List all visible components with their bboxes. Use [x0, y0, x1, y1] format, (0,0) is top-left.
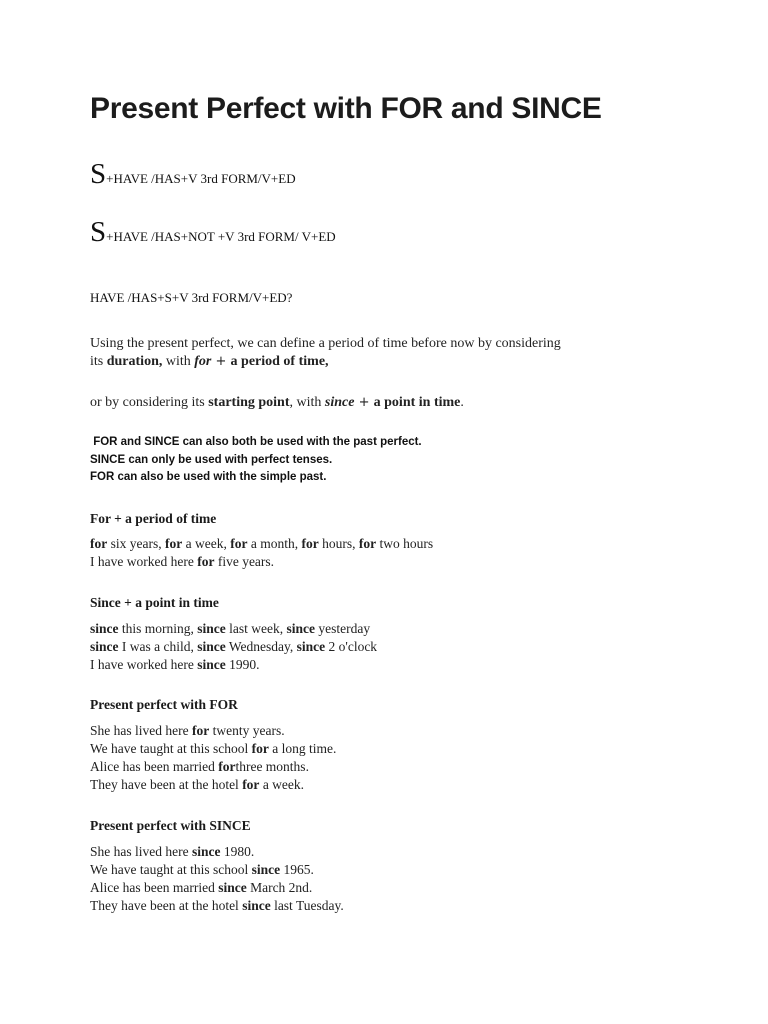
for-keyword: for	[90, 536, 108, 551]
sentence-text: five years.	[214, 554, 275, 569]
example-text: this morning,	[118, 621, 198, 636]
example-text: a month,	[247, 536, 302, 551]
formula-question: HAVE /HAS+S+V 3rd FORM/V+ED?	[90, 290, 293, 305]
sentence-text: I have worked here	[90, 554, 198, 569]
for-section-heading: For + a period of time	[90, 511, 217, 526]
starting-text: or by considering its	[90, 395, 209, 410]
note-line: FOR can also be used with the simple past.	[90, 471, 327, 483]
for-keyword: for	[191, 723, 210, 738]
sentence-text: Alice has been married	[90, 880, 219, 895]
for-keyword: for	[218, 759, 236, 774]
example-text: hours,	[318, 536, 359, 551]
intro-line-1: Using the present perfect, we can define a period of time before now by considering	[90, 336, 561, 351]
sentence-text: We have taught at this school	[90, 862, 252, 877]
sentence-text: a long time.	[268, 741, 337, 756]
formula-subject: S	[90, 216, 107, 248]
formula-positive	[90, 160, 296, 189]
pp-since-lines	[90, 843, 344, 915]
pp-since-sentence	[90, 879, 344, 897]
starting-point-term: starting point	[208, 395, 290, 410]
example-text: last week,	[225, 621, 287, 636]
formula-negative	[90, 218, 336, 247]
pp-since-sentence	[90, 861, 344, 879]
example-text: yesterday	[315, 621, 371, 636]
example-text: I was a child,	[118, 639, 198, 654]
sentence-text: March 2nd.	[246, 880, 313, 895]
plus-sign: +	[211, 354, 231, 369]
sentence-text: 1980.	[220, 844, 255, 859]
intro-paragraph	[90, 335, 561, 371]
sentence-text: Alice has been married	[90, 759, 219, 774]
for-keyword: for	[230, 536, 248, 551]
since-keyword: since	[90, 639, 119, 654]
sentence-text: twenty years.	[209, 723, 285, 738]
plus-sign: +	[354, 395, 374, 410]
period-term: a period of time,	[230, 354, 329, 369]
pp-since-heading: Present perfect with SINCE	[90, 818, 251, 833]
pp-since-sentence	[90, 843, 344, 861]
since-keyword: since	[286, 621, 315, 636]
for-sentence	[90, 553, 433, 571]
since-keyword: since	[296, 639, 326, 654]
intro-text: its	[90, 354, 107, 369]
formula-positive-rest: +HAVE /HAS+V 3rd FORM/V+ED	[106, 171, 296, 186]
pp-for-sentence	[90, 740, 336, 758]
example-text: Wednesday,	[225, 639, 297, 654]
sentence-text: They have been at the hotel	[90, 777, 243, 792]
since-keyword: since	[197, 639, 226, 654]
sentence-text: She has lived here	[90, 844, 192, 859]
since-section-heading: Since + a point in time	[90, 595, 219, 610]
sentence-text: 1990.	[225, 657, 260, 672]
for-keyword: for	[165, 536, 183, 551]
sentence-text: 1965.	[280, 862, 314, 877]
pp-for-heading: Present perfect with FOR	[90, 697, 238, 712]
sentence-text: They have been at the hotel	[90, 898, 243, 913]
note-line: SINCE can only be used with perfect tenses.	[90, 453, 333, 466]
sentence-text: We have taught at this school	[90, 741, 252, 756]
sentence-text: She has lived here	[90, 723, 192, 738]
sentence-text: three months.	[235, 759, 309, 774]
for-keyword: for	[301, 536, 319, 551]
notes-block	[90, 434, 422, 487]
formula-negative-rest: +HAVE /HAS+NOT +V 3rd FORM/ V+ED	[106, 229, 336, 244]
since-keyword: since	[90, 621, 119, 636]
pp-for-lines	[90, 722, 336, 794]
example-text: 2 o'clock	[325, 639, 378, 654]
sentence-text: I have worked here	[90, 657, 198, 672]
pp-for-sentence	[90, 722, 336, 740]
duration-term: duration,	[106, 354, 163, 369]
starting-text: .	[460, 395, 464, 410]
for-examples-line	[90, 535, 433, 553]
for-section-lines	[90, 535, 433, 571]
intro-line-2	[90, 353, 561, 371]
since-sentence	[90, 656, 377, 674]
pp-for-sentence	[90, 776, 336, 794]
since-keyword: since	[218, 880, 247, 895]
example-text: a week,	[182, 536, 231, 551]
sentence-text: a week.	[259, 777, 305, 792]
page-title: Present Perfect with FOR and SINCE	[90, 92, 602, 125]
pp-for-sentence	[90, 758, 336, 776]
for-keyword: for	[242, 777, 260, 792]
example-text: six years,	[107, 536, 165, 551]
for-keyword: for	[197, 554, 215, 569]
since-keyword: since	[197, 657, 226, 672]
since-keyword: since	[251, 862, 281, 877]
for-keyword: for	[358, 536, 377, 551]
since-keyword: since	[324, 395, 355, 410]
since-keyword: since	[191, 844, 221, 859]
intro-text: with	[162, 354, 195, 369]
pp-since-sentence	[90, 897, 344, 915]
since-keyword: since	[242, 898, 271, 913]
for-keyword: for	[194, 354, 212, 369]
since-keyword: since	[197, 621, 226, 636]
since-examples-line	[90, 638, 377, 656]
example-text: two hours	[376, 536, 434, 551]
since-section-lines	[90, 620, 377, 674]
point-term: a point in time	[373, 395, 461, 410]
starting-text: , with	[289, 395, 325, 410]
formula-subject: S	[90, 158, 107, 190]
sentence-text: last Tuesday.	[270, 898, 344, 913]
for-keyword: for	[251, 741, 269, 756]
starting-point-paragraph	[90, 394, 464, 412]
since-examples-line	[90, 620, 377, 638]
note-line: FOR and SINCE can also both be used with the past perfect.	[90, 436, 422, 448]
